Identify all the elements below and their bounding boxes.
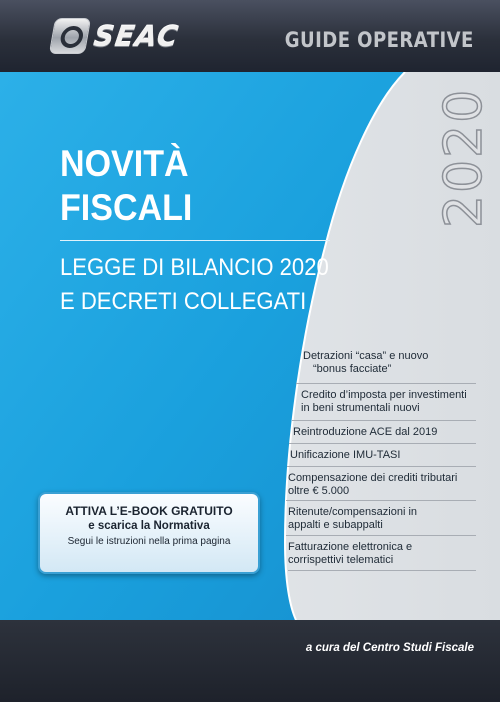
- ebook-instructions: Segui le istruzioni nella prima pagina: [67, 536, 231, 547]
- ebook-subline: e scarica la Normativa: [88, 520, 210, 532]
- topic-line: Unificazione IMU-TASI: [290, 449, 401, 461]
- seac-logo-icon: [49, 18, 91, 54]
- topic-line: Ritenute/compensazioni in: [288, 506, 418, 518]
- topic-line: corrispettivi telematici: [288, 554, 394, 566]
- subtitle-line-1: LEGGE DI BILANCIO 2020: [60, 254, 329, 281]
- topic-line: Detrazioni “casa” e nuovo: [303, 350, 429, 362]
- topic-line: Compensazione dei crediti tributari: [288, 472, 458, 484]
- topic-line: oltre € 5.000: [288, 485, 350, 497]
- editor-credit: a cura del Centro Studi Fiscale: [305, 642, 474, 654]
- topic-line: Fatturazione elettronica e: [288, 541, 413, 553]
- bottom-band: [0, 620, 500, 702]
- seac-logo: [52, 19, 179, 53]
- topic-line: Credito d’imposta per investimenti: [301, 389, 467, 401]
- top-band: [0, 0, 500, 72]
- subtitle-line-2: E DECRETI COLLEGATI: [60, 288, 307, 315]
- subtitle: [60, 251, 352, 319]
- title-divider: [60, 240, 330, 241]
- ebook-headline: ATTIVA L’E-BOOK GRATUITO: [65, 504, 233, 518]
- brand-name: SEAC: [91, 19, 181, 53]
- topic-line: Reintroduzione ACE dal 2019: [293, 426, 438, 438]
- topic-line: appalti e subappalti: [288, 519, 383, 531]
- title-line-1: NOVITÀ: [60, 143, 189, 184]
- main-title: [60, 142, 204, 230]
- title-line-2: FISCALI: [60, 187, 193, 228]
- topic-line: “bonus facciate”: [313, 363, 392, 375]
- edition-year: 2020: [434, 87, 494, 228]
- series-name: GUIDE OPERATIVE: [284, 28, 474, 52]
- ebook-activation-box[interactable]: [38, 492, 260, 574]
- topic-line: in beni strumentali nuovi: [301, 402, 420, 414]
